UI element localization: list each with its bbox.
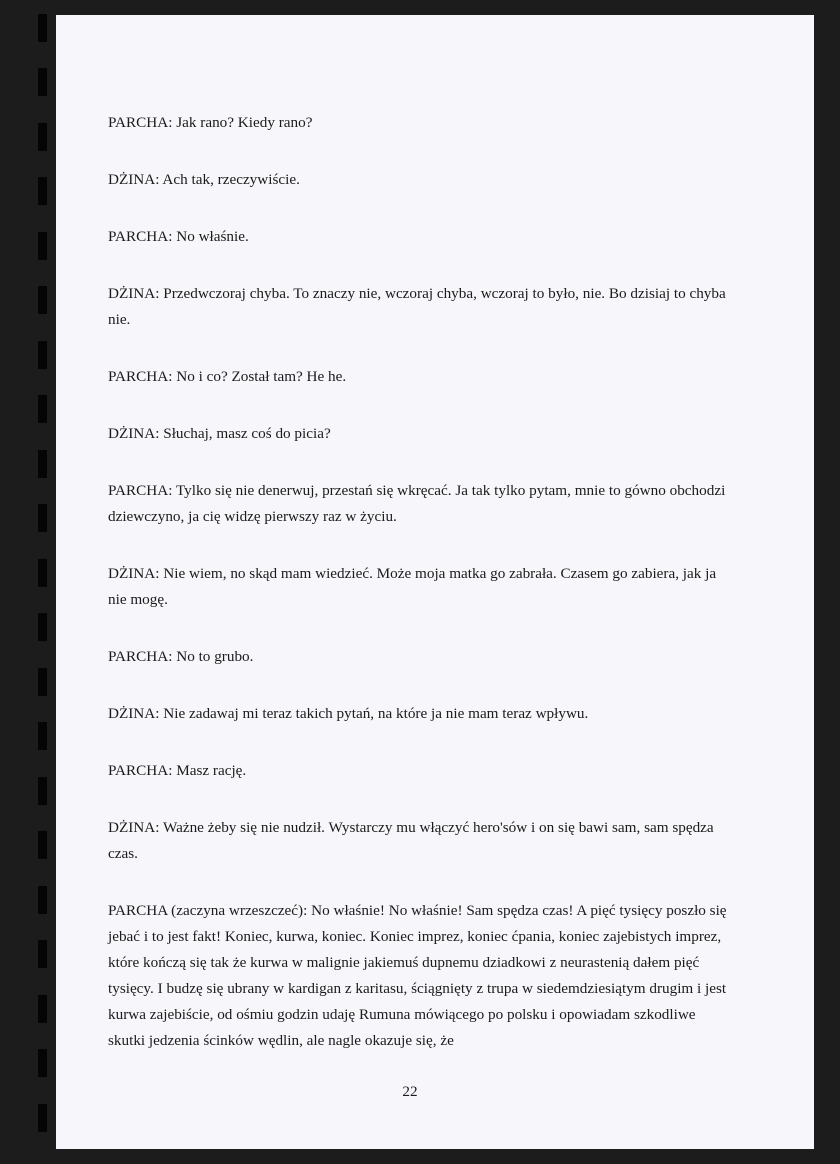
binding-hole-mark bbox=[38, 722, 47, 750]
binding-hole-mark bbox=[38, 177, 47, 205]
dialogue-line: PARCHA: Tylko się nie denerwuj, przestań się wkręcać. Ja tak tylko pytam, mnie to gówno obchodzi dziewczyno, ja cię widzę pierwszy raz w życiu. bbox=[108, 482, 726, 525]
dialogue-line: PARCHA: Masz rację. bbox=[108, 762, 247, 779]
binding-hole-mark bbox=[38, 1049, 47, 1077]
dialogue-line: DŻINA: Słuchaj, masz coś do picia? bbox=[108, 425, 331, 442]
dialogue-line: PARCHA: Jak rano? Kiedy rano? bbox=[108, 114, 313, 131]
binding-hole-mark bbox=[38, 886, 47, 914]
binding-hole-mark bbox=[38, 613, 47, 641]
binding-hole-mark bbox=[38, 995, 47, 1023]
script-text bbox=[108, 110, 728, 1085]
dialogue-line: PARCHA (zaczyna wrzeszczeć): No właśnie! No właśnie! Sam spędza czas! A pięć tysięcy poszło się jebać i to jest fakt! Koniec, kurwa, koniec. Koniec imprez, koniec ćpania, koniec zajebistych imprez, które kończą się tak że kurwa w malignie jakiemuś dupnemu dziadkowi z neurastenią dałem pięć tysięcy. I budzę się ubrany w kardigan z karitasu, ściągnięty z trupa w siedemdziesiątym drugim i jest kurwa zajebiście, od ośmiu godzin udaję Rumuna mówiącego po polsku i opowiadam szkodliwe skutki jedzenia ścinków wędlin, ale nagle okazuje się, że bbox=[108, 902, 727, 1049]
binding-hole-mark bbox=[38, 504, 47, 532]
dialogue-line: PARCHA: No to grubo. bbox=[108, 648, 254, 665]
dialogue-line: DŻINA: Nie zadawaj mi teraz takich pytań, na które ja nie mam teraz wpływu. bbox=[108, 705, 589, 722]
dialogue-line: PARCHA: No i co? Został tam? He he. bbox=[108, 368, 347, 385]
binding-hole-mark bbox=[38, 395, 47, 423]
binding-hole-mark bbox=[38, 286, 47, 314]
dialogue-line: DŻINA: Ach tak, rzeczywiście. bbox=[108, 171, 300, 188]
binding-hole-mark bbox=[38, 831, 47, 859]
binding-hole-mark bbox=[38, 559, 47, 587]
dialogue-line: DŻINA: Ważne żeby się nie nudził. Wystarczy mu włączyć hero'sów i on się bawi sam, sam spędza czas. bbox=[108, 819, 714, 862]
binding-hole-mark bbox=[38, 777, 47, 805]
binding-hole-mark bbox=[38, 68, 47, 96]
binding-hole-mark bbox=[38, 940, 47, 968]
page-number: 22 bbox=[402, 1083, 418, 1100]
binding-hole-mark bbox=[38, 14, 47, 42]
binding-hole-mark bbox=[38, 668, 47, 696]
dialogue-line: PARCHA: No właśnie. bbox=[108, 228, 249, 245]
binding-hole-mark bbox=[38, 232, 47, 260]
dialogue-line: DŻINA: Nie wiem, no skąd mam wiedzieć. Może moja matka go zabrała. Czasem go zabiera, jak ja nie mogę. bbox=[108, 565, 717, 608]
dialogue-line: DŻINA: Przedwczoraj chyba. To znaczy nie, wczoraj chyba, wczoraj to było, nie. Bo dzisiaj to chyba nie. bbox=[108, 285, 726, 328]
binding-hole-mark bbox=[38, 450, 47, 478]
binding-hole-mark bbox=[38, 341, 47, 369]
binding-hole-mark bbox=[38, 123, 47, 151]
binding-hole-mark bbox=[38, 1104, 47, 1132]
